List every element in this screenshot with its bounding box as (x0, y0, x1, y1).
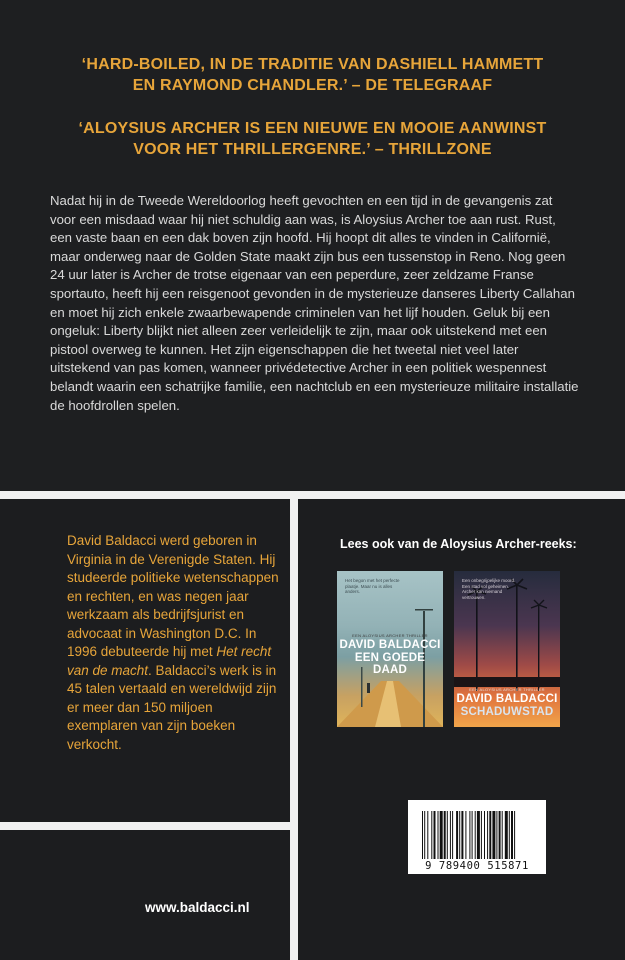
bio-text: . Baldacci’s werk is in 45 talen vertaald en wereldwijd zijn er meer dan 150 miljoen exemplaren van zijn boeken verkocht. (67, 662, 277, 752)
book-synopsis: Nadat hij in de Tweede Wereldoorlog heeft gevochten en een tijd in de gevangenis zat voor een misdaad waar hij niet schuldig aan was, is Aloysius Archer toe aan rust. Rust, een vaste baan en een dak boven zijn hoofd. Hij hoopt dit alles te vinden in Californië, maar onderweg naar de Golden State maakt zijn bus een tussenstop in Reno. Nog geen 24 uur later is Archer de trotse eigenaar van een peperdure, zeer zeldzame Franse sportauto, heeft hij een reisgenoot gevonden in de mysterieuze danseres Liberty Callahan en moet hij zich enkele zwaarbewapende criminelen van het lijf houden. Geluk bij een ongeluk: Liberty blijkt niet alleen zeer verleidelijk te zijn, maar ook uitstekend met een pistool overweg te kunnen. Het zijn eigenschappen die het tweetal niet veel later uitstekend van pas komen, wanneer privédetective Archer in een politiek wespennest belandt waarin een schatrijke familie, een nachtclub en een mysterieuze militaire installatie de hoofdrollen spelen. (50, 193, 579, 413)
book-cover-een-goede-daad (337, 571, 443, 727)
horizontal-divider (0, 491, 625, 499)
vertical-divider (290, 499, 298, 960)
horizontal-divider-left (0, 822, 290, 830)
cover-title: EEN GOEDE DAAD (354, 652, 426, 676)
cover-title: SCHADUWSTAD (460, 706, 554, 718)
website-link[interactable]: www.baldacci.nl (145, 900, 250, 915)
isbn-number: 9 789400 515871 (425, 860, 529, 872)
cover-author: DAVID BALDACCI (339, 639, 441, 651)
quote-line: ‘ALOYSIUS ARCHER IS EEN NIEUWE EN MOOIE AANWINST (78, 120, 547, 137)
cover-series-label: EEN ALOYSIUS ARCHER THRILLER (469, 687, 545, 692)
quote-line: VOOR HET THRILLERGENRE.’ – THRILLZONE (133, 141, 492, 158)
quote-line: EN RAYMOND CHANDLER.’ – DE TELEGRAAF (132, 77, 493, 94)
series-heading: Lees ook van de Aloysius Archer-reeks: (340, 537, 577, 551)
barcode-bars (422, 811, 534, 859)
bio-text: David Baldacci werd geboren in Virginia in de Verenigde Staten. Hij studeerde politieke wetenschappen en rechten, en was negen jaar werkzaam als bedrijfsjurist en advocaat in Washington D.C. In 1996 debuteerde hij met (67, 533, 279, 659)
author-bio (67, 532, 282, 754)
review-quote-telegraaf (40, 54, 585, 96)
cover-blurb: Een onbegrijpelijke moord. Een stad vol geheimen. Archer kan niemand vertrouwen. (462, 578, 516, 600)
review-quote-thrillzone (40, 118, 585, 160)
bio-book-title: Het recht van de macht (67, 644, 272, 678)
cover-series-label: EEN ALOYSIUS ARCHER THRILLER (352, 633, 428, 638)
book-cover-schaduwstad (454, 571, 560, 727)
barcode (408, 800, 546, 874)
cover-blurb: Het begon met het perfecte plaatje. Maar nu is alles anders. (345, 578, 400, 594)
quote-line: ‘HARD-BOILED, IN DE TRADITIE VAN DASHIELL HAMMETT (81, 56, 544, 73)
cover-author: DAVID BALDACCI (456, 693, 558, 705)
